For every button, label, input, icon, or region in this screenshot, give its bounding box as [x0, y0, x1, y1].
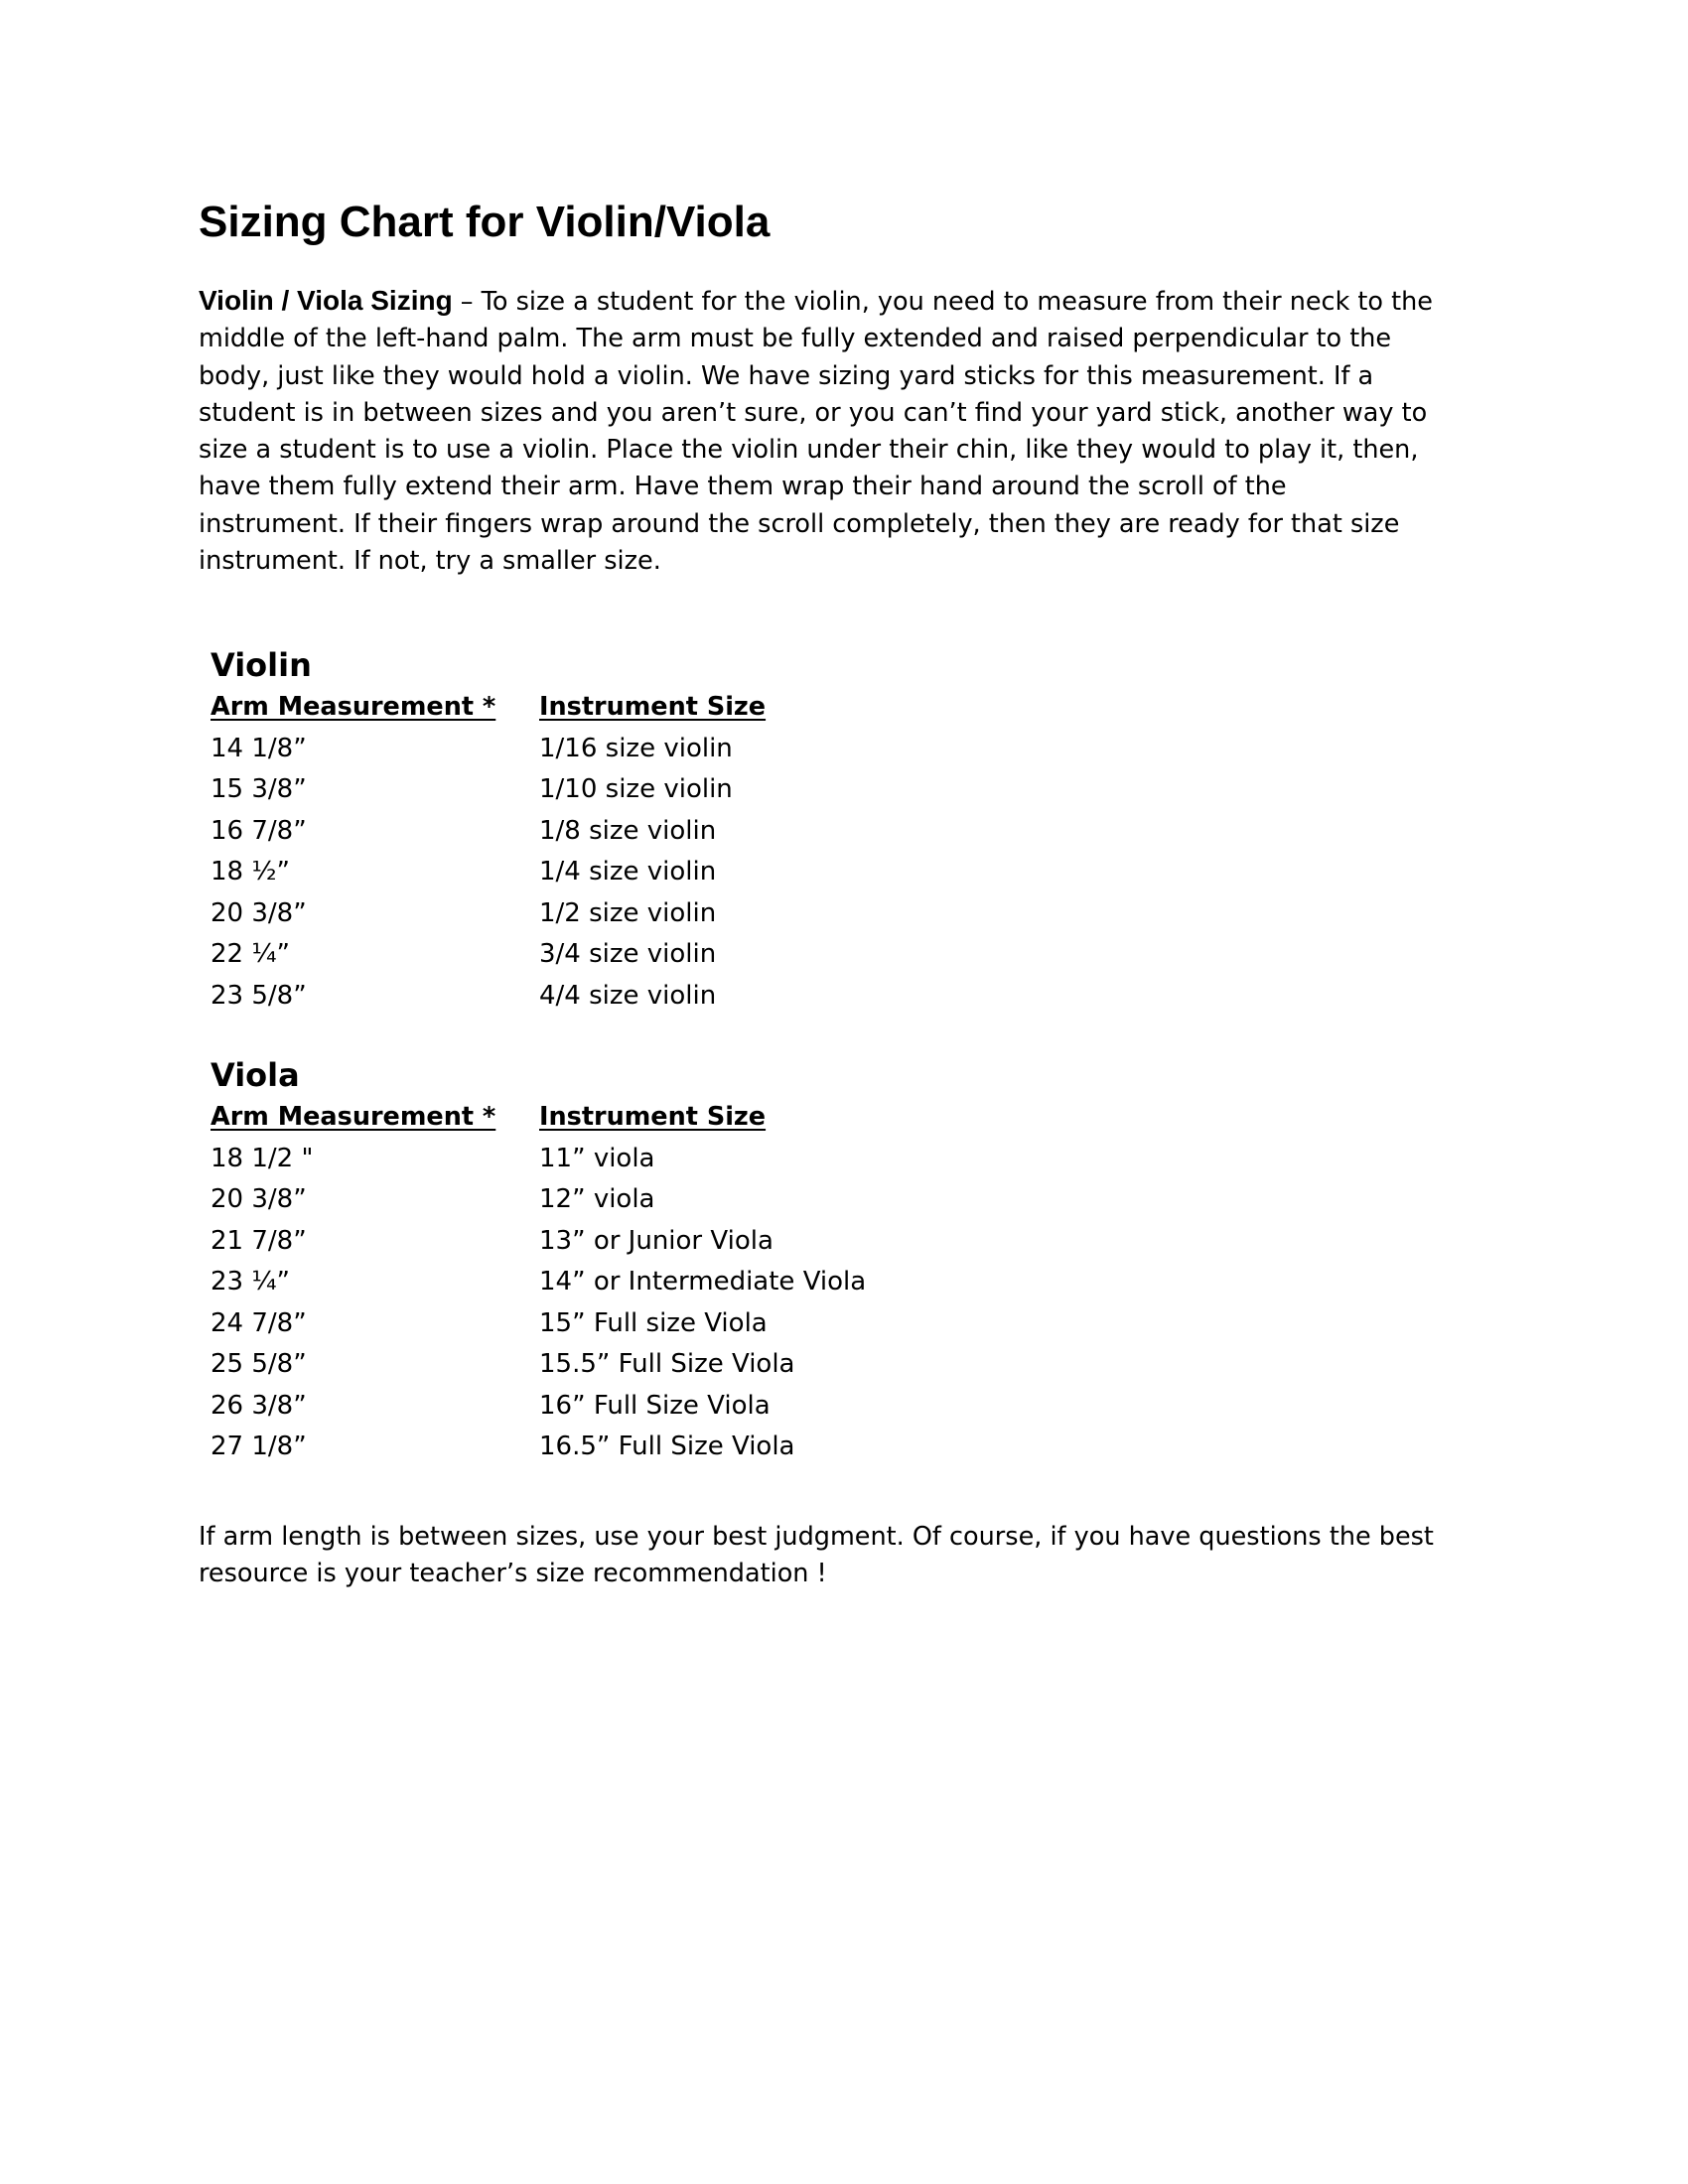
intro-lead: Violin / Viola Sizing	[199, 285, 453, 316]
violin-table-header	[211, 687, 1104, 729]
intro-line: body, just like they would hold a violin. We have sizing yard sticks for this measurement. If a	[199, 360, 1374, 391]
table-row	[211, 1386, 1104, 1428]
footer-line: resource is your teacher’s size recommendation !	[199, 1559, 827, 1589]
table-row	[211, 1427, 1104, 1468]
intro-line: middle of the left-hand palm. The arm must be fully extended and raised perpendicular to the	[199, 324, 1392, 354]
viola-arm-measurement-header: Arm Measurement *	[211, 1102, 496, 1132]
intro-line: instrument. If not, try a smaller size.	[199, 546, 661, 577]
arm-measurement-cell: 20 3/8”	[211, 1184, 307, 1214]
violin-section	[211, 643, 1104, 1017]
table-row	[211, 1221, 1104, 1263]
intro-line: student is in between sizes and you aren’t sure, or you can’t find your yard stick, another way to	[199, 397, 1428, 428]
arm-measurement-cell: 24 7/8”	[211, 1307, 307, 1338]
instrument-size-cell: 11” viola	[539, 1143, 655, 1173]
arm-measurement-cell: 20 3/8”	[211, 897, 307, 928]
intro-line-text: – To size a student for the violin, you need to measure from their neck to the	[452, 287, 1433, 317]
table-row	[211, 1139, 1104, 1180]
viola-table-header	[211, 1097, 1104, 1139]
intro-line: have them fully extend their arm. Have them wrap their hand around the scroll of the	[199, 472, 1287, 502]
arm-measurement-cell: 16 7/8”	[211, 815, 307, 846]
table-row	[211, 729, 1104, 770]
instrument-size-cell: 1/4 size violin	[539, 857, 717, 887]
table-row	[211, 852, 1104, 893]
arm-measurement-cell: 27 1/8”	[211, 1432, 307, 1461]
instrument-size-cell: 13” or Junior Viola	[539, 1225, 774, 1256]
instrument-size-cell: 16.5” Full Size Viola	[539, 1432, 795, 1461]
intro-line: instrument. If their fingers wrap around the scroll completely, then they are ready for that size	[199, 508, 1400, 539]
instrument-size-cell: 3/4 size violin	[539, 939, 717, 969]
instrument-size-cell: 16” Full Size Viola	[539, 1390, 771, 1421]
arm-measurement-cell: 25 5/8”	[211, 1349, 307, 1379]
footer-line: If arm length is between sizes, use your best judgment. Of course, if you have questions the best	[199, 1522, 1434, 1552]
arm-measurement-cell: 18 1/2 "	[211, 1143, 314, 1173]
arm-measurement-cell: 15 3/8”	[211, 774, 307, 804]
table-row	[211, 934, 1104, 976]
table-row	[211, 893, 1104, 935]
table-row	[211, 1179, 1104, 1221]
instrument-size-cell: 1/2 size violin	[539, 897, 717, 928]
instrument-size-cell: 14” or Intermediate Viola	[539, 1267, 867, 1297]
table-row	[211, 1303, 1104, 1345]
arm-measurement-cell: 26 3/8”	[211, 1390, 307, 1421]
intro-line	[199, 282, 1460, 321]
instrument-size-cell: 1/8 size violin	[539, 815, 717, 846]
page-title: Sizing Chart for Violin/Viola	[199, 198, 771, 246]
table-row	[211, 1344, 1104, 1386]
arm-measurement-cell: 23 ¼”	[211, 1267, 291, 1297]
arm-measurement-cell: 14 1/8”	[211, 733, 307, 763]
violin-arm-measurement-header: Arm Measurement *	[211, 692, 496, 722]
violin-instrument-size-header: Instrument Size	[539, 692, 767, 722]
instrument-size-cell: 15” Full size Viola	[539, 1307, 768, 1338]
instrument-size-cell: 12” viola	[539, 1184, 655, 1214]
intro-line: size a student is to use a violin. Place the violin under their chin, like they would to play it, then,	[199, 435, 1419, 466]
arm-measurement-cell: 21 7/8”	[211, 1225, 307, 1256]
table-row	[211, 976, 1104, 1018]
instrument-size-cell: 1/16 size violin	[539, 733, 733, 763]
viola-section-title: Viola	[211, 1056, 300, 1094]
intro-paragraph	[199, 282, 1460, 580]
table-row	[211, 811, 1104, 853]
arm-measurement-cell: 23 5/8”	[211, 980, 307, 1011]
table-row	[211, 1262, 1104, 1303]
instrument-size-cell: 1/10 size violin	[539, 774, 733, 804]
violin-section-title: Violin	[211, 646, 312, 684]
arm-measurement-cell: 18 ½”	[211, 857, 291, 887]
instrument-size-cell: 15.5” Full Size Viola	[539, 1349, 795, 1379]
table-row	[211, 769, 1104, 811]
arm-measurement-cell: 22 ¼”	[211, 939, 291, 969]
footer-paragraph	[199, 1519, 1460, 1593]
instrument-size-cell: 4/4 size violin	[539, 980, 717, 1011]
viola-instrument-size-header: Instrument Size	[539, 1102, 767, 1132]
viola-section	[211, 1053, 1104, 1468]
